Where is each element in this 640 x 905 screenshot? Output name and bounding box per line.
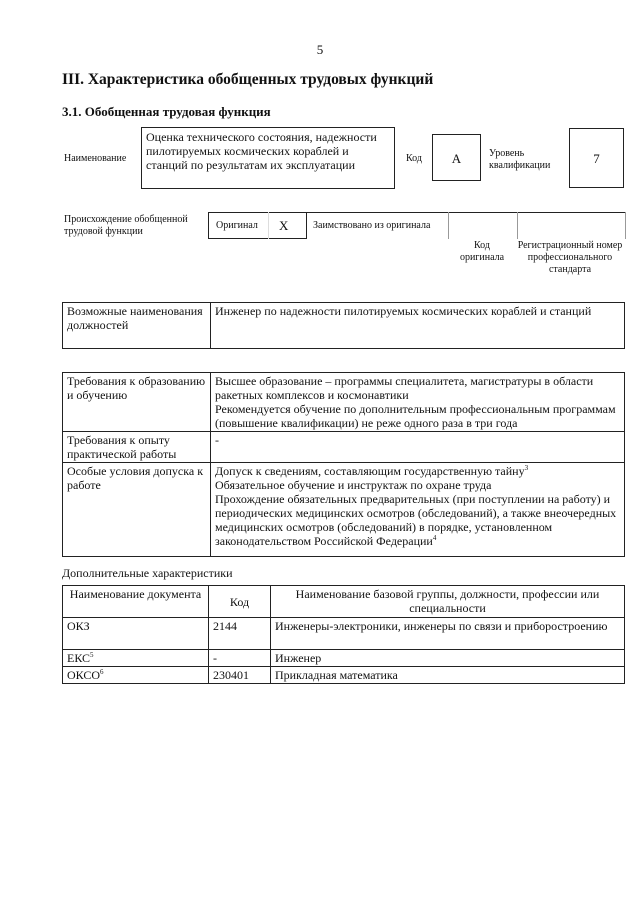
additional-title: Дополнительные характеристики <box>62 566 233 580</box>
table-row <box>63 650 625 667</box>
code-original-label: Код оригинала <box>459 240 505 263</box>
code-value: A <box>451 151 462 166</box>
original-label: Оригинал <box>216 220 258 231</box>
header-code: Код <box>209 586 271 618</box>
function-name-value: Оценка технического состояния, надежности пилотируемых космических кораблей и станций по результатам их эксплуатации <box>146 130 377 172</box>
row-code: 2144 <box>209 618 271 650</box>
special-line-3: Прохождение обязательных предварительных (при поступлении на работу) и периодических медицинских осмотров (обследований), а также внеочередных медицинских осмотров (обследований) в порядке, установленном законодательством Российской Федерации$^4$ <box>215 492 617 548</box>
experience-label: Требования к опыту практической работы <box>63 432 211 463</box>
requirements-table <box>62 372 625 557</box>
row-name: Инженер <box>271 650 625 667</box>
section-title: III. Характеристика обобщенных трудовых функций <box>62 71 434 88</box>
row-code: - <box>209 650 271 667</box>
special-line-1: Допуск к сведениям, составляющим государственную тайну$^3$ <box>215 464 529 478</box>
row-name: Прикладная математика <box>271 667 625 684</box>
education-line-2: Рекомендуется обучение по дополнительным профессиональным программам (повышение квалификации) не реже одного раза в три года <box>215 402 616 430</box>
original-mark: X <box>279 218 289 233</box>
reg-number-label: Регистрационный номер профессионального стандарта <box>517 240 623 275</box>
header-doc: Наименование документа <box>63 586 209 618</box>
table-row <box>63 618 625 650</box>
row-code: 230401 <box>209 667 271 684</box>
row-doc: ОКСО$^6$ <box>63 667 209 684</box>
row-doc: ОКЗ <box>63 618 209 650</box>
positions-value: Инженер по надежности пилотируемых космических кораблей и станций <box>211 303 625 349</box>
code-label: Код <box>406 153 422 164</box>
level-label: Уровень квалификации <box>489 148 551 171</box>
code-box <box>432 134 481 181</box>
page-number: 5 <box>316 42 324 57</box>
education-label: Требования к образованию и обучению <box>63 373 211 432</box>
level-box <box>569 128 624 188</box>
level-value: 7 <box>593 151 600 166</box>
row-doc: ЕКС$^5$ <box>63 650 209 667</box>
table-row <box>63 667 625 684</box>
header-name: Наименование базовой группы, должности, профессии или специальности <box>271 586 625 618</box>
function-name-box <box>141 127 395 189</box>
subsection-title: 3.1. Обобщенная трудовая функция <box>62 104 271 119</box>
experience-value: - <box>211 432 625 463</box>
row-name: Инженеры-электроники, инженеры по связи и приборостроению <box>271 618 625 650</box>
special-line-2: Обязательное обучение и инструктаж по охране труда <box>215 478 492 492</box>
positions-label: Возможные наименования должностей <box>63 303 211 349</box>
footnote-4: 4 <box>432 534 437 542</box>
origin-label: Происхождение обобщенной трудовой функции <box>64 214 188 237</box>
positions-table <box>62 302 625 349</box>
special-conditions-label: Особые условия допуска к работе <box>63 463 211 557</box>
education-line-1: Высшее образование – программы специалитета, магистратуры в области ракетных комплексов и космонавтики <box>215 374 594 402</box>
footnote-3: 3 <box>524 464 529 472</box>
borrowed-label: Заимствовано из оригинала <box>313 220 431 231</box>
additional-table <box>62 585 625 684</box>
name-label: Наименование <box>64 153 127 164</box>
